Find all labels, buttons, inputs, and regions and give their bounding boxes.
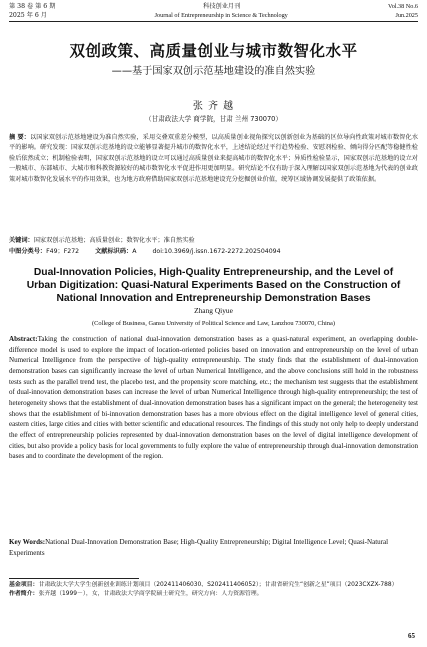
author-bio-label: 作者简介： [9, 591, 39, 597]
doc-code-value: A [132, 248, 137, 255]
author-bio-note [9, 590, 418, 599]
paper-title-en: Dual-Innovation Policies, High-Quality Entrepreneurship, and the Level of Urban Digitization: Quasi-Natural Experiments Based on the Construction of National Innovation and Entrepreneurship Demonstration Bases [26, 267, 401, 304]
fund-note [9, 581, 418, 590]
header-journal-cn: 科技创业月刊 [203, 3, 241, 10]
classification-line [9, 247, 418, 257]
running-header-top [9, 3, 418, 11]
doc-code-label: 文献标识码： [95, 248, 133, 255]
keywords-en [9, 537, 418, 558]
abstract-en [9, 334, 418, 462]
keywords-en-text: National Dual-Innovation Demonstration Base; High-Quality Entrepreneurship; Digital Intelligence Level; Quasi-Natural Experiments [9, 538, 389, 557]
affiliation-cn: （甘肃政法大学 商学院，甘肃 兰州 730070） [145, 115, 282, 123]
keywords-en-label: Key Words: [9, 538, 46, 546]
fund-text: 甘肃政法大学大学生创新创业训练计划项目（202411406030、S202411406052）；甘肃省研究生“创新之星”项目（2023CXZX-788） [38, 582, 398, 588]
doi-text: doi:10.3969/j.issn.1672-2272.202504094 [152, 248, 281, 255]
footnote-divider [9, 578, 139, 579]
author-name-cn: 张 齐 越 [192, 101, 235, 112]
footnote [9, 581, 418, 599]
author-name-en: Zhang Qiyue [194, 306, 233, 315]
keywords-cn [9, 236, 418, 246]
running-header-bottom [9, 12, 418, 20]
header-journal-en: Journal of Entrepreneurship in Science & Technology [154, 12, 288, 19]
affiliation-en: (College of Business, Gansu University of Political Science and Law, Lanzhou 730070, China) [92, 320, 335, 327]
abstract-en-label: Abstract: [9, 335, 38, 343]
abstract-cn-label: 摘 要： [9, 134, 31, 141]
paper-subtitle-cn: ——基于国家双创示范基地建设的准自然实验 [111, 66, 316, 77]
author-bio-text: 张齐越（1999－），女，甘肃政法大学商学院硕士研究生，研究方向：人力资源管理。 [38, 591, 263, 597]
keywords-cn-label: 关键词： [9, 237, 34, 244]
clc-label: 中图分类号： [9, 248, 47, 255]
paper-title-cn: 双创政策、高质量创业与城市数智化水平 [69, 42, 358, 60]
page-number: 65 [408, 632, 415, 640]
header-vol-issue-cn: 第 38 卷 第 6 期 [9, 3, 56, 10]
fund-label: 基金项目： [9, 582, 39, 588]
abstract-cn [9, 133, 418, 185]
clc-value: F49；F272 [46, 248, 80, 255]
keywords-cn-text: 国家双创示范基地；高质量创业；数智化水平；准自然实验 [33, 237, 195, 244]
abstract-cn-text: 以国家双创示范基地建设为准自然实验，采用交叠双重差分模型，以高质量创业视角探究以创新创业为基础的区位导向性政策对城市数智化水平的影响。研究发现：国家双创示范基地的设立能够显著提升城市的数智化水平，上述结论经过平行趋势检验、安慰剂检验、倾向得分匹配等稳健性检验后依然成立；机制检验表明，国家双创示范基地的设立可以通过高质量创业来提高城市的数智化水平；异质性检验显示，国家双创示范基地的设立对一般城市、东部城市、大城市和科教资源较好的城市数智化水平促进作用更加明显。研究结论不仅有助于深入理解以国家双创示范基地为代表的创业政策对城市数智化发展水平的作用效果，也为地方政府借助国家双创示范基地建设充分挖掘创业价值，统筹区域协调发展提供了政策依据。 [9, 134, 419, 183]
header-vol-issue-en: Vol.38 No.6 [388, 3, 418, 10]
header-divider [9, 21, 418, 22]
header-date-cn: 2025 年 6 月 [9, 12, 47, 19]
abstract-en-text: Taking the construction of national dual-innovation demonstration bases as a quasi-natural experiment, an overlapping double-difference model is used to explore the impact of location-oriented policies based on innovation and entrepreneurship on the level of urban Numerical Intelligence from the perspective of high-quality entrepreneurship. The study finds that the establishment of dual-innovation demonstration bases can significantly increase the level of urban Numerical Intelligence, and the above conclusions still hold in the robustness tests such as the parallel trend test, the placebo test, and the propensity score matching, etc.; the mechanism test suggests that the establishment of dual-innovation demonstration bases can increase the level of urban Numerical Intelligence through high-quality entrepreneurship; the test of heterogeneity shows that the establishment of dual-innovation demonstration bases has a significant impact on the general; the heterogeneity test shows that the establishment of bi-innovation demonstration bases has a more obvious effect on the digital intelligence level of general cities, eastern cities, large cities and cities with better scientific and educational resources. The findings of this study not only help to deeply understand the effect of entrepreneurship policies represented by dual-innovation demonstration bases on the level of digital intelligence development of cities, but also provide a policy basis for local governments to fully explore the value of entrepreneurship through dual-innovation demonstration bases and to coordinate the development of the region. [9, 335, 419, 461]
header-date-en: Jun.2025 [395, 12, 418, 19]
